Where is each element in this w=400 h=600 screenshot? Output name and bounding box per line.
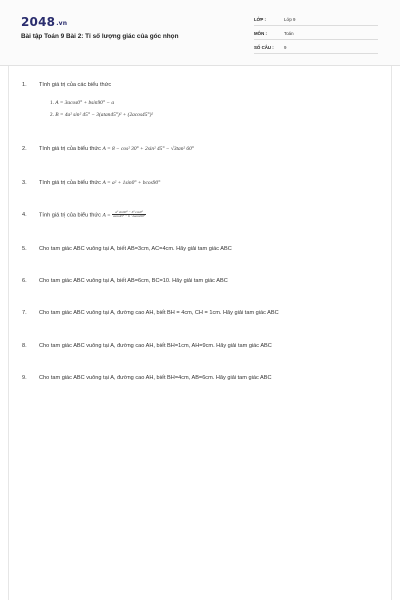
question-text: Cho tam giác ABC vuông tại A, đường cao AH, biết BH=4cm, AB=6cm. Hãy giải tam giác ABC bbox=[39, 375, 272, 381]
question-number: 6. bbox=[22, 278, 27, 284]
worksheet-header bbox=[0, 0, 400, 66]
question-text: Cho tam giác ABC vuông tại A, biết AB=3cm, AC=4cm. Hãy giải tam giác ABC bbox=[39, 246, 232, 252]
meta-row-question-count bbox=[254, 43, 378, 54]
meta-label-subject: MÔN : bbox=[254, 31, 267, 36]
meta-row-subject bbox=[254, 29, 378, 40]
question-text: Tính giá trị của biểu thức bbox=[39, 180, 101, 186]
worksheet-title: Bài tập Toán 9 Bài 2: Tỉ số lượng giác của góc nhọn bbox=[21, 33, 179, 40]
question-text: Tính giá trị của biểu thức bbox=[39, 146, 101, 152]
question-2 bbox=[22, 146, 194, 152]
meta-label-class: LỚP : bbox=[254, 17, 266, 22]
meta-row-class bbox=[254, 15, 378, 26]
question-9 bbox=[22, 375, 272, 381]
sub-expression: B = 4a² sin² 45° − 3(atan45°)² + (2acos45°)² bbox=[55, 112, 153, 118]
fraction-denominator: acos45° − b · 2acos90° bbox=[113, 214, 146, 219]
question-8 bbox=[22, 343, 272, 349]
question-expression: A = a² + 1sin0° + bcos90° bbox=[102, 180, 161, 186]
question-text: Cho tam giác ABC vuông tại A, đường cao AH, biết BH=1cm, AH=9cm. Hãy giải tam giác ABC bbox=[39, 343, 272, 349]
question-number: 3. bbox=[22, 180, 27, 186]
question-1-sub-1 bbox=[50, 100, 114, 106]
question-number: 1. bbox=[22, 82, 27, 88]
site-logo[interactable] bbox=[21, 15, 67, 29]
meta-value-subject: Toán bbox=[284, 31, 294, 36]
question-text: Tính giá trị của biểu thức bbox=[39, 212, 101, 219]
question-number: 8. bbox=[22, 343, 27, 349]
question-number: 5. bbox=[22, 246, 27, 252]
question-text: Cho tam giác ABC vuông tại A, đường cao AH, biết BH = 4cm, CH = 1cm. Hãy giải tam giác ABC bbox=[39, 310, 279, 316]
question-4 bbox=[22, 211, 146, 219]
question-1 bbox=[22, 82, 111, 88]
sub-expression: A = 3acos0° + bsin90° − a bbox=[55, 100, 115, 106]
question-text: Cho tam giác ABC vuông tại A, biết AB=6cm, BC=10. Hãy giải tam giác ABC bbox=[39, 278, 228, 284]
question-text: Tính giá trị của các biểu thức bbox=[39, 82, 112, 88]
question-expression: A = 8 − cos² 30° + 2sin² 45° − √3tan² 60° bbox=[102, 146, 194, 152]
logo-main-text: 2048 bbox=[21, 15, 56, 29]
meta-label-question-count: SỐ CÂU : bbox=[254, 45, 274, 50]
question-expression-prefix: A = bbox=[102, 212, 111, 219]
fraction-numerator: a² sin90° − b² cos0° bbox=[112, 211, 146, 215]
question-number: 2. bbox=[22, 146, 27, 152]
question-fraction bbox=[112, 211, 146, 219]
question-number: 7. bbox=[22, 310, 27, 316]
question-number: 9. bbox=[22, 375, 27, 381]
meta-value-class: Lớp 9 bbox=[284, 17, 296, 22]
question-6 bbox=[22, 278, 228, 284]
sub-number: 2. bbox=[50, 112, 54, 118]
question-number: 4. bbox=[22, 212, 27, 219]
question-7 bbox=[22, 310, 279, 316]
question-1-sub-2 bbox=[50, 112, 153, 118]
logo-suffix-text: .vn bbox=[56, 20, 68, 27]
question-5 bbox=[22, 246, 232, 252]
question-3 bbox=[22, 180, 160, 186]
meta-value-question-count: 9 bbox=[284, 45, 287, 50]
sub-number: 1. bbox=[50, 100, 54, 106]
